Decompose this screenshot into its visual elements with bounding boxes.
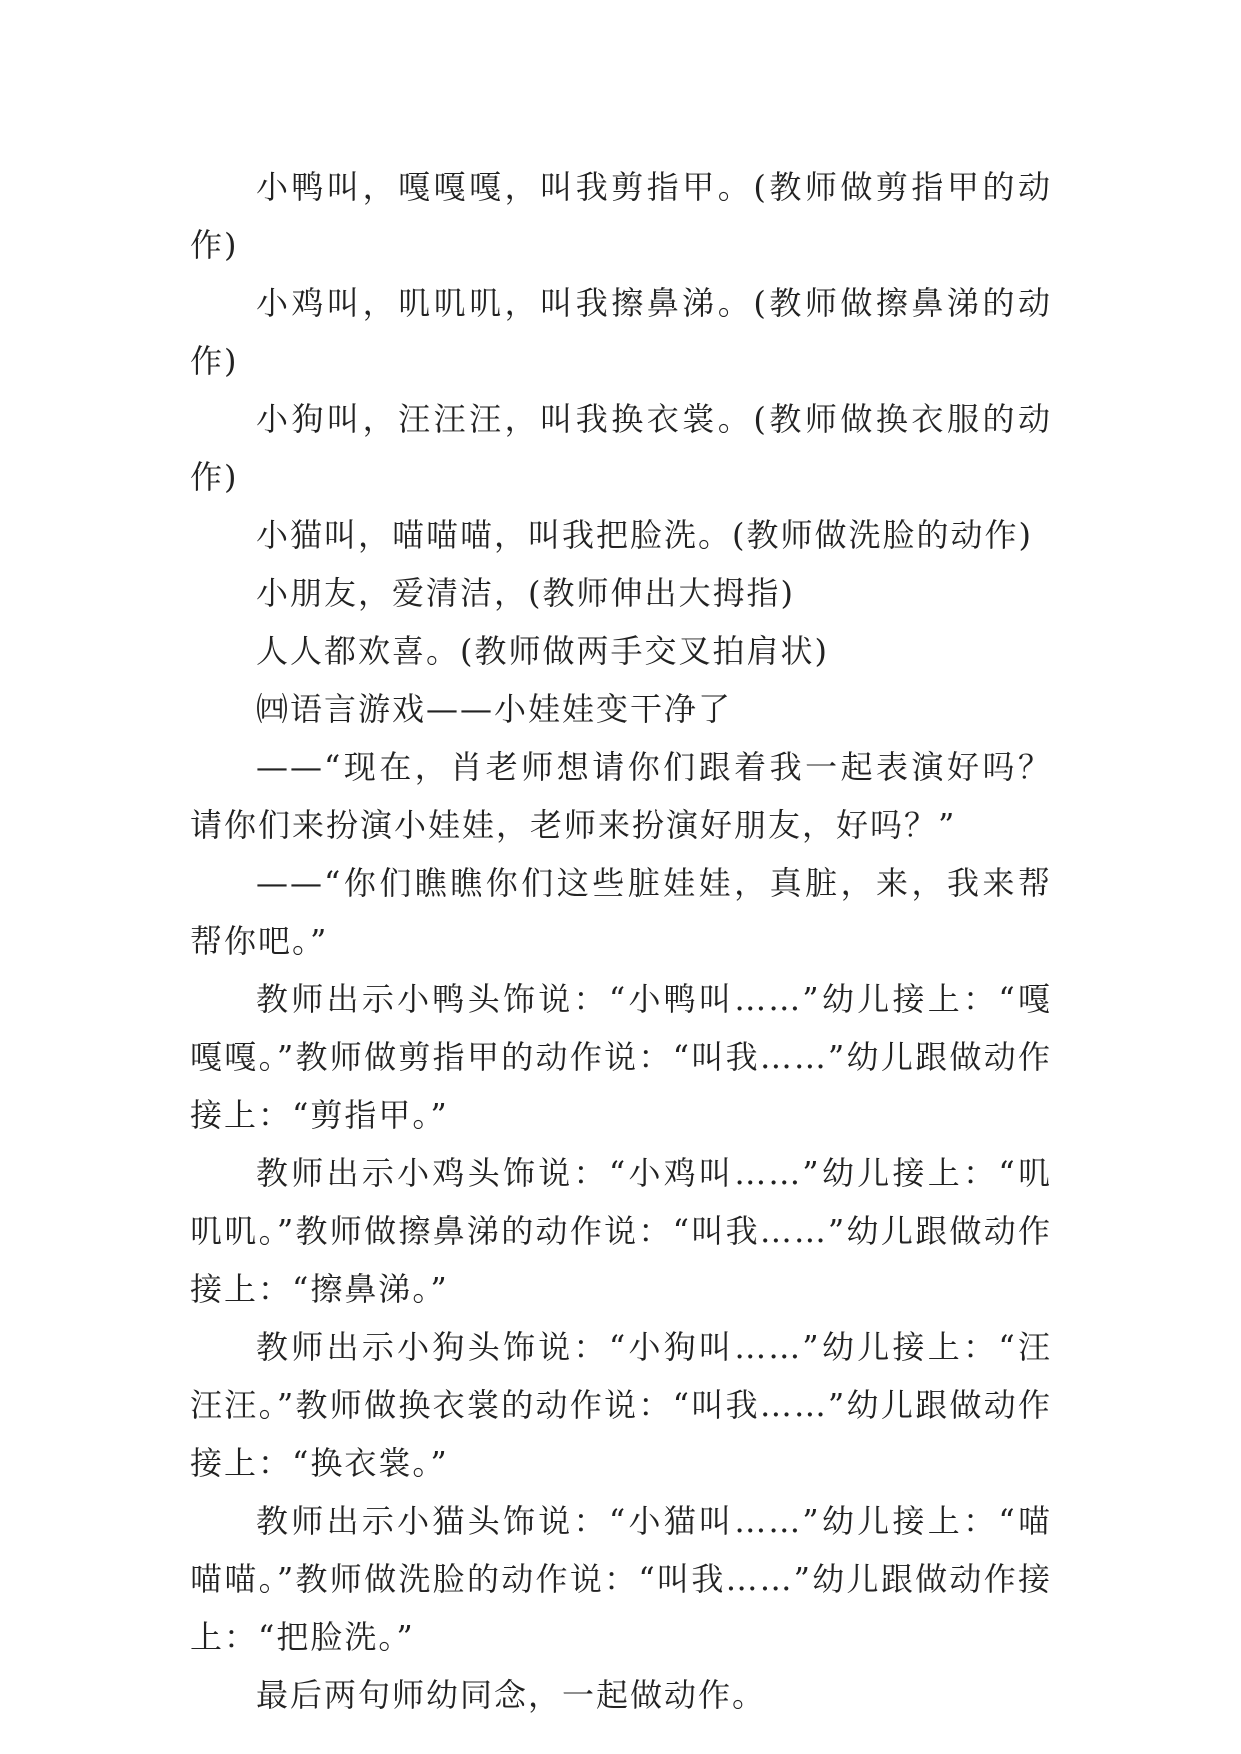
paragraph-chick-headwear: 教师出示小鸡头饰说：“小鸡叫……”幼儿接上：“叽叽叽。”教师做擦鼻涕的动作说：“叫我……”幼儿跟做动作接上：“擦鼻涕。” bbox=[190, 1154, 1052, 1308]
section-heading-language-game: ㈣语言游戏——小娃娃变干净了 bbox=[256, 690, 733, 728]
paragraph-dog-rhyme: 小狗叫，汪汪汪，叫我换衣裳。(教师做换衣服的动作) bbox=[190, 400, 1052, 496]
paragraph-duck-headwear: 教师出示小鸭头饰说：“小鸭叫……”幼儿接上：“嘎嘎嘎。”教师做剪指甲的动作说：“叫我……”幼儿跟做动作接上：“剪指甲。” bbox=[190, 980, 1052, 1134]
paragraph-friends-clean: 小朋友，爱清洁，(教师伸出大拇指) bbox=[256, 574, 795, 612]
paragraph-dog-headwear: 教师出示小狗头饰说：“小狗叫……”幼儿接上：“汪汪汪。”教师做换衣裳的动作说：“叫我……”幼儿跟做动作接上：“换衣裳。” bbox=[190, 1328, 1052, 1482]
paragraph-everyone-happy: 人人都欢喜。(教师做两手交叉拍肩状) bbox=[256, 632, 829, 670]
paragraph-final-lines: 最后两句师幼同念，一起做动作。 bbox=[256, 1676, 767, 1714]
paragraph-chick-rhyme: 小鸡叫，叽叽叽，叫我擦鼻涕。(教师做擦鼻涕的动作) bbox=[190, 284, 1052, 380]
paragraph-cat-headwear: 教师出示小猫头饰说：“小猫叫……”幼儿接上：“喵喵喵。”教师做洗脸的动作说：“叫我……”幼儿跟做动作接上：“把脸洗。” bbox=[190, 1502, 1052, 1656]
paragraph-cat-rhyme: 小猫叫，喵喵喵，叫我把脸洗。(教师做洗脸的动作) bbox=[256, 516, 1033, 554]
paragraph-duck-rhyme: 小鸭叫，嘎嘎嘎，叫我剪指甲。(教师做剪指甲的动作) bbox=[190, 168, 1052, 264]
document-page bbox=[190, 158, 1052, 1724]
paragraph-teacher-invite: ——“现在，肖老师想请你们跟着我一起表演好吗？请你们来扮演小娃娃，老师来扮演好朋友，好吗？” bbox=[190, 748, 1052, 844]
paragraph-dirty-dolls: ——“你们瞧瞧你们这些脏娃娃，真脏，来，我来帮帮你吧。” bbox=[190, 864, 1052, 960]
